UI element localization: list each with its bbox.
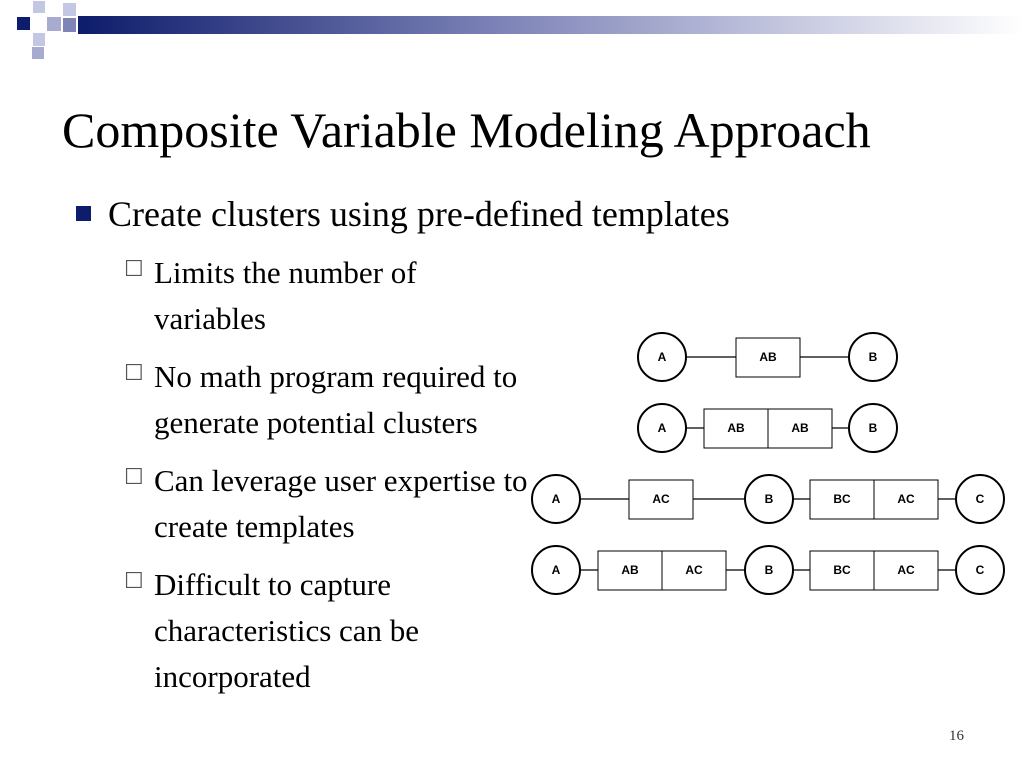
template-row (638, 333, 897, 381)
template-row (532, 475, 1004, 523)
node-label: A (551, 563, 561, 577)
cluster-label: AB (759, 350, 777, 364)
node-label: A (551, 492, 561, 506)
cluster-label: AC (685, 563, 703, 577)
node-label: B (764, 563, 774, 577)
node-label: C (975, 563, 985, 577)
template-row (532, 546, 1004, 594)
cluster-label: BC (833, 563, 851, 577)
node-label: A (657, 421, 667, 435)
cluster-label: AB (791, 421, 809, 435)
sub-bullet-text: Limits the number of variables (154, 255, 417, 336)
sub-bullet-text: No math program required to generate potential clusters (154, 359, 518, 440)
node-label: B (868, 421, 878, 435)
sub-bullet-text: Can leverage user expertise to create templates (154, 463, 528, 544)
template-row (638, 404, 897, 452)
cluster-label: AB (621, 563, 639, 577)
hollow-square-bullet-icon: ☐ (124, 569, 144, 594)
node-label: C (975, 492, 985, 506)
slide-title: Composite Variable Modeling Approach (62, 102, 871, 158)
cluster-label: BC (833, 492, 851, 506)
cluster-label: AC (652, 492, 670, 506)
main-bullet-text: Create clusters using pre-defined templates (108, 194, 730, 234)
node-label: B (764, 492, 774, 506)
hollow-square-bullet-icon: ☐ (124, 361, 144, 386)
hollow-square-bullet-icon: ☐ (124, 257, 144, 282)
node-label: A (657, 350, 667, 364)
sub-bullet-text: Difficult to capture characteristics can be incorporated (154, 567, 420, 694)
hollow-square-bullet-icon: ☐ (124, 465, 144, 490)
cluster-label: AC (897, 563, 915, 577)
cluster-label: AC (897, 492, 915, 506)
slide-number: 16 (949, 728, 964, 744)
node-label: B (868, 350, 878, 364)
cluster-label: AB (727, 421, 745, 435)
